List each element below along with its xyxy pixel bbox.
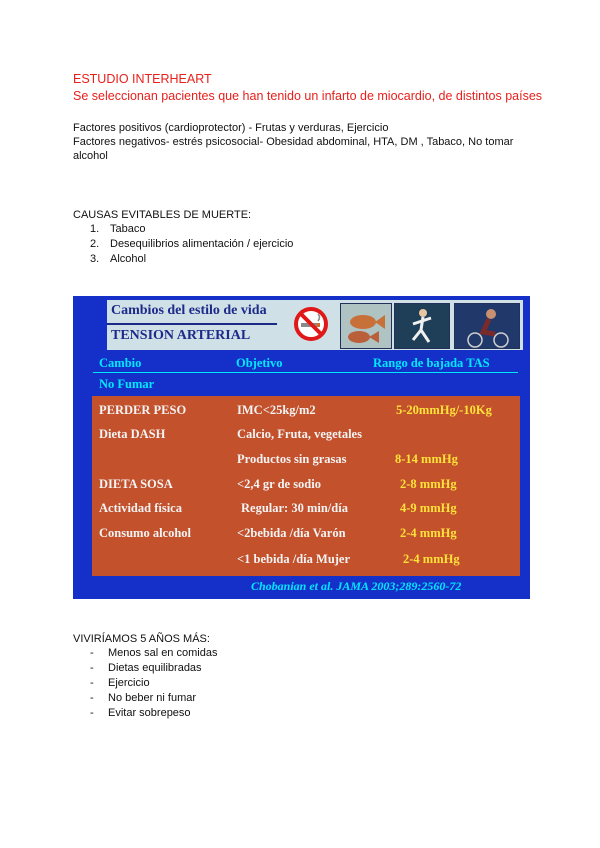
- header-underline: [93, 372, 518, 373]
- table-cell-change: PERDER PESO: [99, 403, 187, 417]
- runner-photo-icon: [394, 303, 450, 349]
- no-smoking-row: No Fumar: [99, 377, 155, 391]
- list-item: - Ejercicio: [90, 677, 150, 689]
- column-header-change: Cambio: [99, 356, 142, 370]
- table-cell-objective: Calcio, Fruta, vegetales: [237, 427, 362, 441]
- list-item: - No beber ni fumar: [90, 692, 197, 704]
- table-cell-change: Consumo alcohol: [99, 526, 192, 540]
- table-cell-range: 2-4 mmHg: [400, 526, 457, 540]
- blood-pressure-slide: [73, 296, 530, 599]
- no-smoking-icon: [293, 306, 329, 342]
- column-header-range: Rango de bajada TAS: [373, 356, 490, 370]
- fish-photo-icon: [340, 303, 392, 349]
- slide-header: [107, 300, 523, 350]
- divider: [107, 323, 277, 325]
- table-cell-change: Actividad física: [99, 501, 182, 515]
- table-cell-range: 2-8 mmHg: [400, 477, 457, 491]
- table-cell-objective: IMC<25kg/m2: [237, 403, 316, 417]
- cyclist-photo-icon: [454, 303, 520, 349]
- table-cell-change: Dieta DASH: [99, 427, 166, 441]
- table-cell-range: 8-14 mmHg: [395, 452, 458, 466]
- negative-factors-continued: alcohol: [73, 150, 108, 162]
- list-item: - Dietas equilibradas: [90, 662, 202, 674]
- citation: Chobanian et al. JAMA 2003;289:2560-72: [251, 579, 462, 593]
- table-cell-objective: <2,4 gr de sodio: [237, 477, 321, 491]
- causes-heading: CAUSAS EVITABLES DE MUERTE:: [73, 209, 252, 221]
- study-title: ESTUDIO INTERHEART: [73, 72, 212, 86]
- table-cell-range: 4-9 mmHg: [400, 501, 457, 515]
- table-cell-change: DIETA SOSA: [99, 477, 173, 491]
- table-cell-objective: <2bebida /día Varón: [237, 526, 346, 540]
- slide-subtitle: TENSION ARTERIAL: [111, 328, 251, 343]
- table-cell-objective: <1 bebida /día Mujer: [237, 552, 351, 566]
- table-cell-objective: Regular: 30 min/día: [241, 501, 348, 515]
- benefits-heading: VIVIRÍAMOS 5 AÑOS MÁS:: [73, 633, 210, 645]
- list-item: 2. Desequilibrios alimentación / ejercicio: [90, 238, 294, 250]
- list-item: - Evitar sobrepeso: [90, 707, 191, 719]
- negative-factors: Factores negativos- estrés psicosocial- Obesidad abdominal, HTA, DM , Tabaco, No tomar: [73, 136, 514, 148]
- list-item: 1. Tabaco: [90, 223, 146, 235]
- table-cell-range: 5-20mmHg/-10Kg: [396, 403, 492, 417]
- table-cell-range: 2-4 mmHg: [403, 552, 460, 566]
- column-header-objective: Objetivo: [236, 356, 283, 370]
- table-cell-objective: Productos sin grasas: [237, 452, 347, 466]
- slide-title: Cambios del estilo de vida: [111, 303, 267, 318]
- list-item: 3. Alcohol: [90, 253, 147, 265]
- causes-list: [90, 222, 293, 267]
- positive-factors: Factores positivos (cardioprotector) - Frutas y verduras, Ejercicio: [73, 122, 389, 134]
- list-item: - Menos sal en comidas: [90, 647, 218, 659]
- benefits-list: [90, 646, 217, 721]
- study-subtitle: Se seleccionan pacientes que han tenido un infarto de miocardio, de distintos países: [73, 89, 543, 103]
